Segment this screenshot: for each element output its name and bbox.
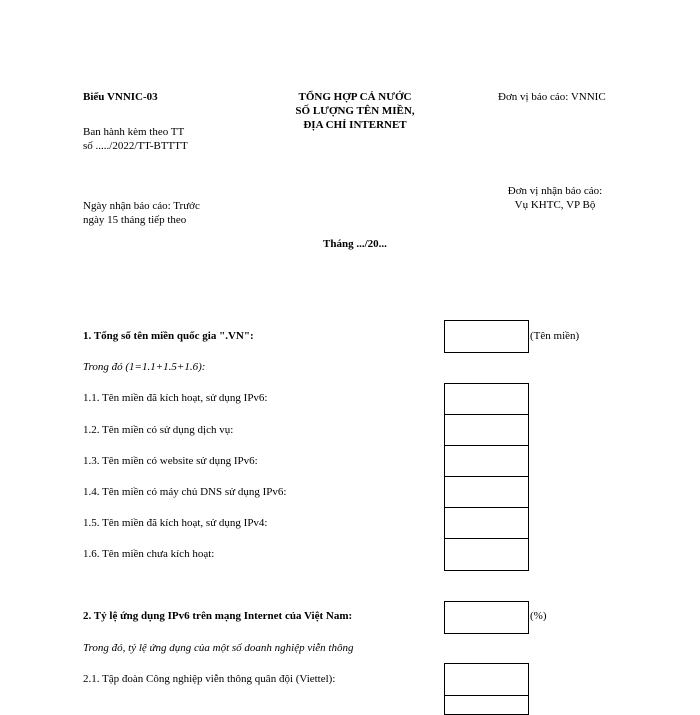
issued-by-line2: số ...../2022/TT-BTTTT <box>83 140 188 152</box>
item-1-3-label: 1.3. Tên miền có website sử dụng IPv6: <box>83 455 258 467</box>
section1-items-input-group <box>444 383 529 571</box>
item-2-1-label: 2.1. Tập đoàn Công nghiệp viễn thông quân đội (Viettel): <box>83 673 336 685</box>
reporting-unit: Đơn vị báo cáo: VNNIC <box>498 91 606 103</box>
section1-subheading: Trong đó (1=1.1+1.5+1.6): <box>83 361 206 373</box>
item-2-2-input[interactable] <box>444 695 529 715</box>
item-1-6-label: 1.6. Tên miền chưa kích hoạt: <box>83 548 215 560</box>
receiving-unit-line1: Đơn vị nhận báo cáo: <box>507 185 603 197</box>
title-line1: TỔNG HỢP CẢ NƯỚC <box>298 91 412 103</box>
receive-date-line1: Ngày nhận báo cáo: Trước <box>83 200 200 212</box>
section2-heading: 2. Tỷ lệ ứng dụng IPv6 trên mạng Internet của Việt Nam: <box>83 610 353 622</box>
section2-subheading: Trong đó, tỷ lệ ứng dụng của một số doanh nghiệp viễn thông <box>83 642 354 654</box>
item-1-1-label: 1.1. Tên miền đã kích hoạt, sử dụng IPv6: <box>83 392 268 404</box>
item-1-6-input[interactable] <box>445 539 528 570</box>
title-line3: ĐỊA CHỈ INTERNET <box>303 119 407 131</box>
item-1-1-input[interactable] <box>445 384 528 415</box>
item-1-4-label: 1.4. Tên miền có máy chủ DNS sử dụng IPv6: <box>83 486 287 498</box>
receiving-unit-line2: Vụ KHTC, VP Bộ <box>514 199 596 211</box>
item-1-5-input[interactable] <box>445 508 528 539</box>
section1-total-input[interactable] <box>444 320 529 353</box>
item-1-3-input[interactable] <box>445 446 528 477</box>
item-1-2-label: 1.2. Tên miền có sử dụng dịch vụ: <box>83 424 234 436</box>
item-1-2-input[interactable] <box>445 415 528 446</box>
receive-date-line2: ngày 15 tháng tiếp theo <box>83 214 187 226</box>
form-code: Biểu VNNIC-03 <box>83 91 158 103</box>
item-2-1-input[interactable] <box>444 663 529 696</box>
report-period: Tháng .../20... <box>323 238 387 250</box>
section2-unit: (%) <box>530 610 547 622</box>
section2-total-input[interactable] <box>444 601 529 634</box>
issued-by-line1: Ban hành kèm theo TT <box>83 126 185 138</box>
section1-heading: 1. Tổng số tên miền quốc gia ".VN": <box>83 330 254 342</box>
section1-unit: (Tên miền) <box>530 330 580 342</box>
item-1-5-label: 1.5. Tên miền đã kích hoạt, sử dụng IPv4: <box>83 517 268 529</box>
title-line2: SỐ LƯỢNG TÊN MIỀN, <box>295 105 415 117</box>
item-1-4-input[interactable] <box>445 477 528 508</box>
